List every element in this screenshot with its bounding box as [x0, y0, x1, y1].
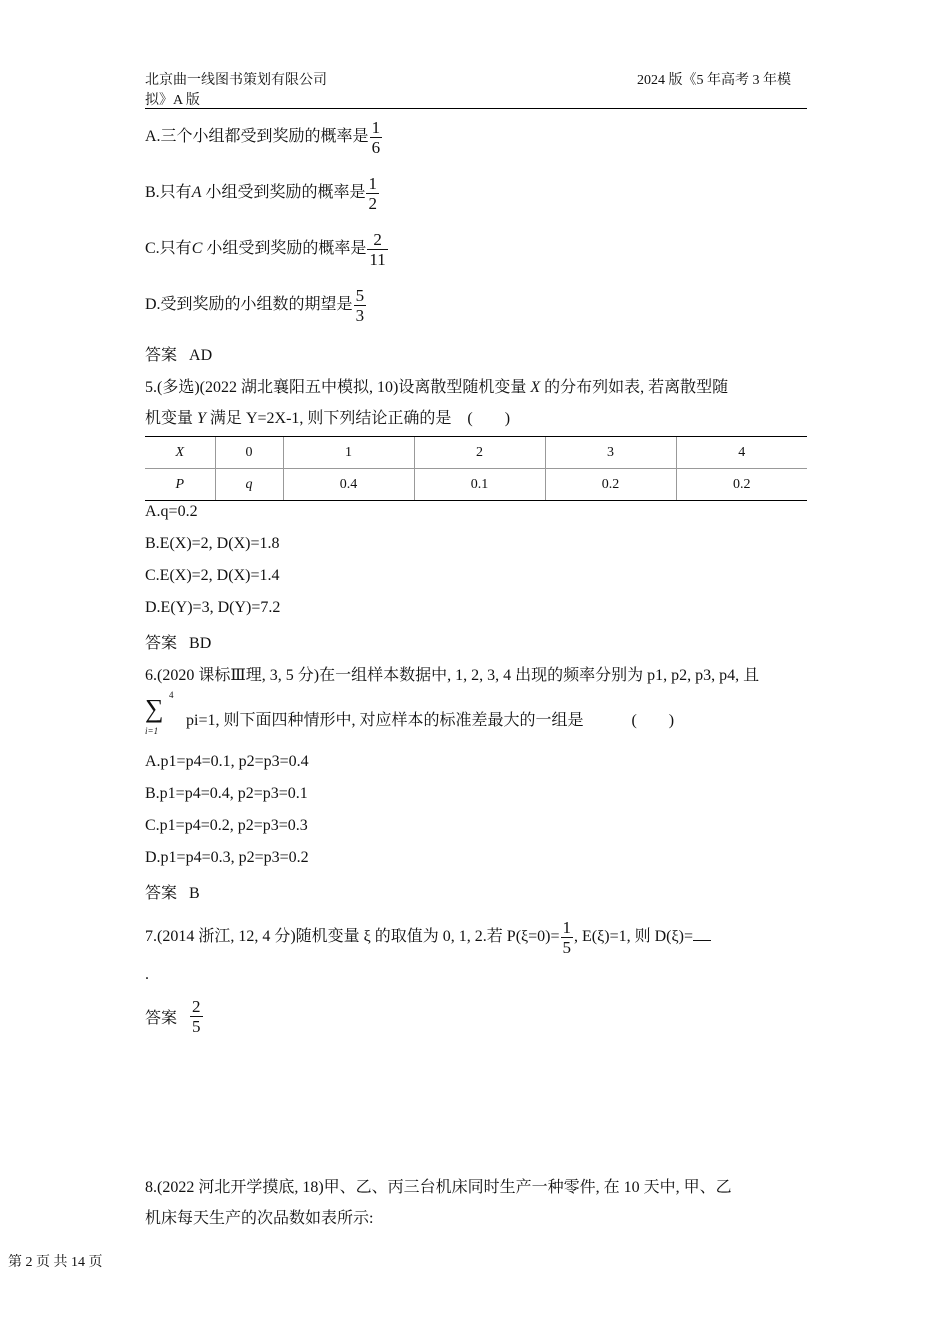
q4-option-b: B.只有A 小组受到奖励的概率是 $\frac{1}{2}$	[145, 174, 377, 213]
table-row	[145, 437, 807, 469]
answer-blank	[693, 926, 711, 941]
q5-option-c: C.E(X)=2, D(X)=1.4	[145, 567, 280, 584]
q5-option-d: D.E(Y)=3, D(Y)=7.2	[145, 599, 281, 616]
table-cell: 4	[676, 437, 807, 469]
distribution-table	[145, 436, 807, 501]
table-cell: 0.1	[414, 469, 545, 501]
q5-stem-line2: 机变量 Y 满足 Y=2X-1, 则下列结论正确的是 ( )	[145, 410, 511, 427]
table-cell: P	[145, 469, 215, 501]
q6-option-c: C.p1=p4=0.2, p2=p3=0.3	[145, 817, 308, 834]
q7-answer: 答案 $\frac{2}{5}$	[145, 997, 201, 1036]
table-cell: X	[145, 437, 215, 469]
table-cell: 2	[414, 437, 545, 469]
q5-option-a: A.q=0.2	[145, 503, 198, 520]
fraction: $\frac{1}{5}$	[562, 918, 572, 957]
summation-symbol: 4 ∑ i=1	[145, 690, 174, 736]
table-cell: 0.2	[676, 469, 807, 501]
header-book-title-cont: 拟》A 版	[145, 93, 200, 108]
fraction: $\frac{1}{6}$	[371, 118, 381, 157]
q4-option-a: A.三个小组都受到奖励的概率是 $\frac{1}{6}$	[145, 118, 381, 157]
fraction: $\frac{5}{3}$	[355, 286, 365, 325]
table-cell: 0	[215, 437, 283, 469]
q6-option-a: A.p1=p4=0.1, p2=p3=0.4	[145, 753, 309, 770]
q8-stem-line2: 机床每天生产的次品数如表所示:	[145, 1210, 374, 1227]
table-cell: 0.2	[545, 469, 676, 501]
q8-stem-line1: 8.(2022 河北开学摸底, 18)甲、乙、丙三台机床同时生产一种零件, 在 10 天中, 甲、乙	[145, 1179, 732, 1196]
q6-answer: 答案 B	[145, 885, 200, 902]
q4-answer: 答案 AD	[145, 347, 213, 364]
q6-stem-line2: pi=1, 则下面四种情形中, 对应样本的标准差最大的一组是 ( )	[186, 712, 675, 729]
q7-stem: 7.(2014 浙江, 12, 4 分)随机变量 ξ 的取值为 0, 1, 2.若 P(ξ=0)= $\frac{1}{5}$ , E(ξ)=1, 则 D(ξ)=	[145, 918, 711, 957]
table-cell: 3	[545, 437, 676, 469]
header-divider	[145, 108, 807, 109]
header-publisher: 北京曲一线图书策划有限公司	[145, 73, 327, 88]
q5-option-b: B.E(X)=2, D(X)=1.8	[145, 535, 280, 552]
q6-option-b: B.p1=p4=0.4, p2=p3=0.1	[145, 785, 308, 802]
table-cell: 1	[283, 437, 414, 469]
table-cell: 0.4	[283, 469, 414, 501]
q6-option-d: D.p1=p4=0.3, p2=p3=0.2	[145, 849, 309, 866]
fraction: $\frac{2}{11}$	[369, 230, 386, 269]
q5-stem-line1: 5.(多选)(2022 湖北襄阳五中模拟, 10)设离散型随机变量 X 的分布列如表, 若离散型随	[145, 379, 729, 396]
q4-option-d: D.受到奖励的小组数的期望是 $\frac{5}{3}$	[145, 286, 365, 325]
q5-answer: 答案 BD	[145, 635, 212, 652]
table-cell: q	[215, 469, 283, 501]
page-number: 第 2 页 共 14 页	[8, 1255, 103, 1270]
header-book-title: 2024 版《5 年高考 3 年模	[637, 73, 791, 88]
q6-stem-line1: 6.(2020 课标Ⅲ理, 3, 5 分)在一组样本数据中, 1, 2, 3, 4 出现的频率分别为 p1, p2, p3, p4, 且	[145, 667, 760, 684]
q4-option-c: C.只有C 小组受到奖励的概率是 $\frac{2}{11}$	[145, 230, 386, 269]
fraction: $\frac{2}{5}$	[192, 997, 201, 1036]
table-row	[145, 469, 807, 501]
fraction: $\frac{1}{2}$	[368, 174, 377, 213]
q7-period: .	[145, 966, 149, 983]
